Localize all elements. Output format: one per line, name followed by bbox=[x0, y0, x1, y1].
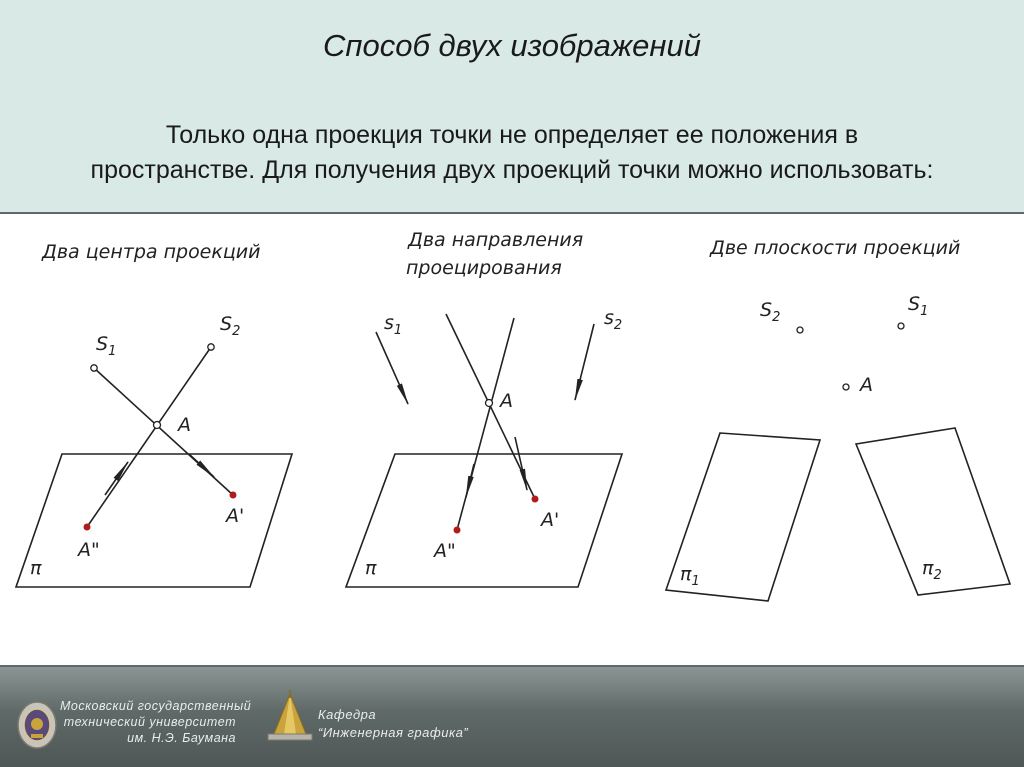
plane-pi bbox=[346, 454, 622, 587]
projection-a-double-prime bbox=[84, 524, 91, 531]
label-a: A bbox=[500, 390, 513, 412]
department-emblem-icon bbox=[266, 690, 314, 744]
panel-two-directions bbox=[346, 229, 622, 587]
point-a bbox=[486, 400, 493, 407]
panel2-caption-line-2: проецирования bbox=[406, 257, 562, 279]
projection-a-prime bbox=[230, 492, 237, 499]
label-plane-1: $\pi_1$ bbox=[680, 563, 700, 589]
panel-two-centers bbox=[16, 241, 292, 587]
ray-arrow-1 bbox=[515, 437, 527, 490]
label-a-prime: A' bbox=[226, 505, 245, 527]
direction-s2-arrow bbox=[575, 324, 594, 400]
label-s2: $S_2$ bbox=[220, 313, 241, 339]
university-name-line-3: им. Н.Э. Баумана bbox=[127, 731, 236, 745]
page-title: Способ двух изображений bbox=[323, 28, 701, 63]
projecting-ray-s2 bbox=[457, 318, 514, 530]
footer bbox=[0, 667, 1024, 767]
label-a: A bbox=[178, 414, 191, 436]
ray-arrow-2 bbox=[190, 455, 214, 477]
label-s1: $s_1$ bbox=[384, 312, 403, 338]
ray-arrow-2 bbox=[466, 464, 474, 497]
center-s2-point bbox=[208, 344, 214, 350]
university-emblem-icon bbox=[16, 700, 58, 750]
label-s2: $S_2$ bbox=[760, 299, 781, 325]
label-a: A bbox=[860, 374, 873, 396]
panel2-caption-line-1: Два направления bbox=[408, 229, 584, 251]
label-s2: $s_2$ bbox=[604, 307, 623, 333]
subtitle-line-2: пространстве. Для получения двух проекций точки можно использовать: bbox=[90, 156, 934, 184]
point-a bbox=[843, 384, 849, 390]
header bbox=[0, 0, 1024, 212]
plane-label: π bbox=[365, 557, 377, 579]
projection-diagram bbox=[0, 214, 1024, 665]
label-a-prime: A' bbox=[541, 509, 560, 531]
label-s1: $S_1$ bbox=[96, 333, 117, 359]
ray-arrow-1 bbox=[105, 462, 128, 495]
department-name: “Инженерная графика” bbox=[318, 725, 469, 740]
label-a-double-prime: A" bbox=[78, 539, 100, 561]
plane-pi bbox=[16, 454, 292, 587]
university-name-line-2: технический университет bbox=[63, 715, 236, 729]
panel1-caption: Два центра проекций bbox=[42, 241, 261, 263]
subtitle-line-1: Только одна проекция точки не определяет ее положения в bbox=[165, 121, 859, 149]
page-subtitle bbox=[20, 118, 1004, 188]
projection-a-prime bbox=[532, 496, 539, 503]
label-s1: $S_1$ bbox=[908, 293, 929, 319]
panel-two-planes bbox=[666, 237, 1010, 601]
point-a bbox=[154, 422, 161, 429]
label-a-double-prime: A" bbox=[434, 540, 456, 562]
projection-a-double-prime bbox=[454, 527, 461, 534]
department-label: Кафедра bbox=[318, 707, 377, 722]
center-s1-point bbox=[91, 365, 97, 371]
center-s2-point bbox=[797, 327, 803, 333]
plane-label: π bbox=[30, 557, 42, 579]
university-name-line-1: Московский государственный bbox=[60, 699, 252, 713]
direction-s1-arrow bbox=[376, 332, 408, 404]
projecting-ray-s2 bbox=[87, 347, 211, 527]
center-s1-point bbox=[898, 323, 904, 329]
diagram-panel bbox=[0, 212, 1024, 667]
label-plane-2: $\pi_2$ bbox=[922, 557, 942, 583]
panel3-caption: Две плоскости проекций bbox=[710, 237, 961, 259]
